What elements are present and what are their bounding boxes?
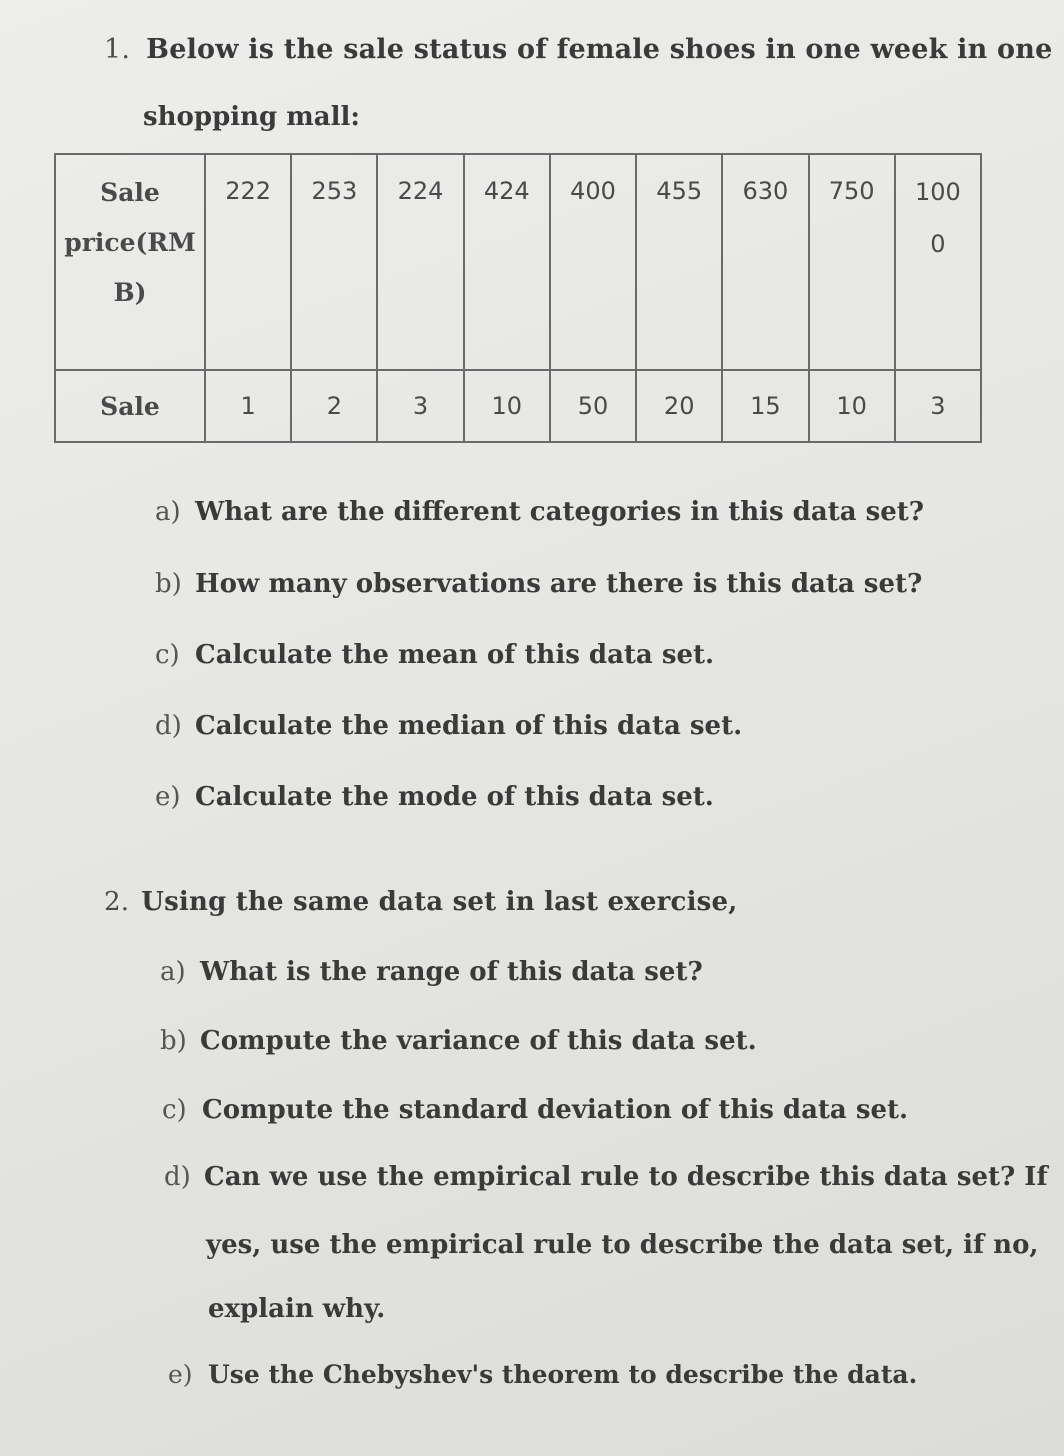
sale-cell: 10 [464,370,550,442]
sale-cell: 20 [636,370,722,442]
question-2-heading [104,887,738,917]
q2-item-d-text: Can we use the empirical rule to describe this data set? If [204,1162,1048,1192]
price-cell-line1: 100 [914,178,961,206]
sale-cell: 2 [291,370,377,442]
price-cell-wrapped [895,154,981,370]
question-1-text-line1: Below is the sale status of female shoes in one week in one [146,34,1053,65]
q2-item-b-text: Compute the variance of this data set. [200,1026,757,1056]
price-cell: 253 [291,154,377,370]
q2-item-a [160,957,703,987]
table-row-price [55,154,981,370]
q2-item-d-label: d) [164,1162,191,1192]
q2-item-e [168,1360,917,1389]
q2-item-a-text: What is the range of this data set? [200,957,703,987]
q2-item-c-text: Compute the standard deviation of this data set. [202,1095,909,1125]
price-cell: 400 [550,154,636,370]
price-cell: 222 [205,154,291,370]
q1-item-a-text: What are the different categories in this data set? [195,497,925,527]
question-1-text-line2: shopping mall: [143,102,360,132]
sale-cell: 1 [205,370,291,442]
q2-item-b [160,1026,757,1056]
price-cell: 630 [722,154,808,370]
sale-cell: 3 [895,370,981,442]
sale-cell: 3 [377,370,463,442]
sale-header-cell: Sale [55,370,205,442]
q2-item-d [164,1162,1048,1192]
price-cell: 750 [809,154,895,370]
q2-item-c [162,1095,908,1125]
sales-table [54,153,982,443]
q1-item-c [155,640,714,670]
q2-item-e-text: Use the Chebyshev's theorem to describe the data. [208,1360,918,1389]
q1-item-c-label: c) [155,640,180,670]
price-header-line1: Sale [100,178,160,207]
q1-item-b [155,569,922,599]
price-cell-line2: 0 [930,230,946,258]
q2-item-d-cont1: yes, use the empirical rule to describe the data set, if no, [206,1230,1039,1260]
question-2-text: Using the same data set in last exercise, [141,887,738,917]
sale-cell: 10 [809,370,895,442]
q1-item-d-text: Calculate the median of this data set. [195,711,743,741]
q1-item-e-label: e) [155,782,181,812]
sale-cell: 50 [550,370,636,442]
q1-item-d [155,711,742,741]
price-header-cell [55,154,205,370]
q2-item-c-label: c) [162,1095,187,1125]
q1-item-c-text: Calculate the mean of this data set. [195,640,715,670]
price-header-line2: price(RM [64,228,196,257]
price-cell: 455 [636,154,722,370]
price-cell: 224 [377,154,463,370]
question-1-heading [104,34,1052,65]
q1-item-b-text: How many observations are there is this data set? [195,569,923,599]
q1-item-e [155,782,714,812]
question-2-number: 2. [104,887,130,917]
q1-item-a [155,497,924,527]
q1-item-e-text: Calculate the mode of this data set. [195,782,714,812]
q1-item-a-label: a) [155,497,181,527]
q1-item-b-label: b) [155,569,182,599]
q2-item-b-label: b) [160,1026,187,1056]
q1-item-d-label: d) [155,711,182,741]
table-row-sale [55,370,981,442]
price-cell: 424 [464,154,550,370]
q2-item-e-label: e) [168,1360,193,1389]
q2-item-a-label: a) [160,957,186,987]
price-header-line3: B) [113,278,147,307]
question-1-number: 1. [104,34,131,65]
sale-cell: 15 [722,370,808,442]
q2-item-d-cont2: explain why. [208,1294,386,1324]
